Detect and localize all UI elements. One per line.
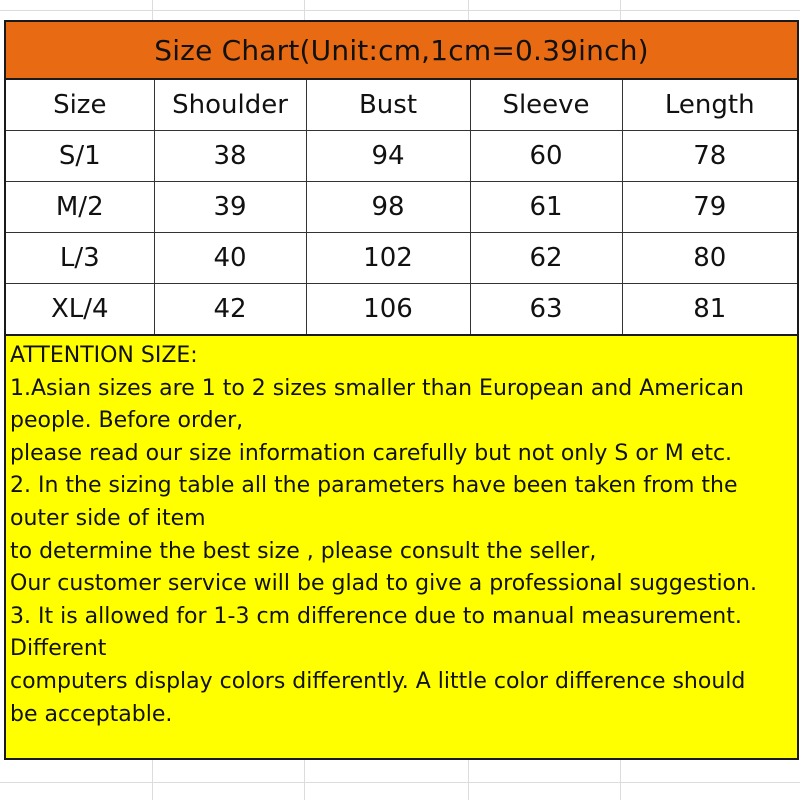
table-header-row	[6, 80, 797, 131]
note-line: to determine the best size , please consult the seller,	[10, 538, 597, 564]
table-row	[6, 233, 797, 284]
shoulder-cell: 42	[154, 284, 306, 335]
note-line: 2. In the sizing table all the parameters have been taken from the	[10, 473, 738, 499]
attention-heading: ATTENTION SIZE:	[10, 343, 198, 368]
table-row	[6, 182, 797, 233]
sleeve-cell: 61	[470, 182, 622, 233]
length-cell: 78	[622, 131, 797, 182]
size-cell: XL/4	[6, 284, 154, 335]
table-row	[6, 284, 797, 335]
chart-title: Size Chart(Unit:cm,1cm=0.39inch)	[6, 22, 797, 80]
length-cell: 79	[622, 182, 797, 233]
length-cell: 81	[622, 284, 797, 335]
size-table	[6, 80, 797, 334]
note-line: Different	[10, 636, 107, 662]
note-line: 1.Asian sizes are 1 to 2 sizes smaller than European and American	[10, 375, 744, 401]
sleeve-cell: 62	[470, 233, 622, 284]
bust-cell: 102	[306, 233, 470, 284]
note-line: computers display colors differently. A little color difference should	[10, 668, 746, 694]
length-cell: 80	[622, 233, 797, 284]
shoulder-cell: 40	[154, 233, 306, 284]
sleeve-cell: 60	[470, 131, 622, 182]
shoulder-cell: 39	[154, 182, 306, 233]
size-chart	[4, 20, 799, 760]
attention-notes	[6, 334, 797, 758]
note-line: Our customer service will be glad to give a professional suggestion.	[10, 571, 757, 597]
size-cell: M/2	[6, 182, 154, 233]
size-cell: S/1	[6, 131, 154, 182]
bust-cell: 94	[306, 131, 470, 182]
size-cell: L/3	[6, 233, 154, 284]
note-line: 3. It is allowed for 1-3 cm difference due to manual measurement.	[10, 603, 742, 629]
column-header: Length	[622, 80, 797, 131]
column-header: Size	[6, 80, 154, 131]
sleeve-cell: 63	[470, 284, 622, 335]
note-line: be acceptable.	[10, 701, 173, 727]
column-header: Sleeve	[470, 80, 622, 131]
column-header: Shoulder	[154, 80, 306, 131]
bust-cell: 106	[306, 284, 470, 335]
column-header: Bust	[306, 80, 470, 131]
shoulder-cell: 38	[154, 131, 306, 182]
gridline	[0, 782, 800, 783]
bust-cell: 98	[306, 182, 470, 233]
table-row	[6, 131, 797, 182]
note-line: please read our size information carefully but not only S or M etc.	[10, 440, 733, 466]
gridline	[0, 10, 800, 11]
note-line: outer side of item	[10, 505, 206, 531]
note-line: people. Before order,	[10, 408, 244, 434]
